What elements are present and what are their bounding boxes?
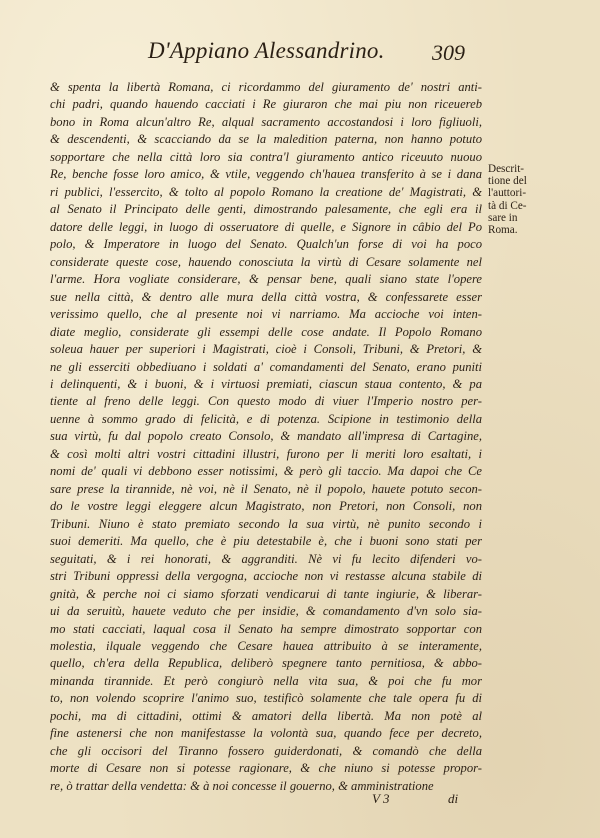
text-line: & spenta la libertà Romana, ci ricordammo del giuramento de' nostri anti- — [50, 80, 482, 94]
text-line: l'arme. Hora vogliate considerare, & pensar bene, quali siano state l'opere — [50, 272, 482, 287]
text-line: tiente al freno delle leggi. Con questo modo di viuer l'Imperio nostro per- — [50, 394, 482, 409]
text-line: mo stati cacciati, laqual cosa il Senato ha sempre dimostrato sopportar con — [50, 621, 482, 636]
text-line: re, ò trattar della vendetta: & à noi concesse il gouerno, & amministratione — [50, 778, 434, 793]
text-line: do le vostre leggi eleggere alcun Magistrato, non Pretori, non Consoli, non — [50, 499, 482, 514]
catchword: di — [448, 791, 459, 806]
text-line: considerate queste cose, hauendo conosciuta la virtù di Cesare solamente nel — [50, 254, 482, 269]
text-line: nomi de' quali vi debbono esser notissimi, & però gli taccio. Ma dapoi che Ce — [50, 464, 482, 479]
text-line: Re, benche fosse loro amico, & vtile, veggendo ch'hauea transferito à se i dana — [50, 167, 482, 182]
text-line: verissimo quello, che al presente noi vi narriamo. Ma accioche voi inten- — [50, 307, 482, 322]
text-line: soleua hauer per superiori i Magistrati, cioè i Consoli, Tribuni, & Pretori, & — [50, 342, 482, 357]
text-line: ri publici, l'essercito, & tolto al popolo Romano la creatione de' Magistrati, & — [50, 184, 482, 199]
text-line: pochi, ma di cittadini, ottimi & amatori della libertà. Ma non potè al — [50, 708, 482, 723]
text-line: uenne à sommo grado di felicità, e di potenza. Scipione in testimonio della — [50, 411, 482, 426]
margin-note-line: tione del — [488, 175, 527, 188]
text-line: ui da seruitù, hauete veduto che per insidie, & comandamento d'vn solo sia- — [50, 604, 482, 619]
text-line: Tribuni. Niuno è stato premiato secondo la sua virtù, nè punito secondo i — [50, 516, 482, 531]
text-line: seguitati, & i rei honorati, & aggranditi. Nè vi fu lecito difenderi vo- — [50, 551, 482, 566]
text-line: quello, ch'era della Republica, deliberò spegnere tanto pernitiosa, & abbo- — [50, 656, 482, 671]
text-line: minanda tirannide. Et però congiurò nella vita sua, & poi che fu mor — [50, 673, 482, 688]
margin-note-line: tà di Ce- — [488, 199, 527, 212]
margin-note-line: l'auttori- — [488, 187, 527, 200]
margin-note-line: Descrit- — [488, 163, 525, 175]
text-line: & così molti altri vostri cittadini illustri, furono per li meriti loro esaltati, i — [50, 446, 482, 461]
text-line: gnità, & perche noi ci siamo sforzati vendicarui di tante ingiurie, & liberar- — [50, 586, 482, 601]
text-line: i delinquenti, & i buoni, & i virtuosi premiati, ciascun staua contento, & pa — [50, 376, 482, 391]
text-line: chi padri, quando hauendo cacciati i Re giuraron che mai piu non riceuereb — [50, 97, 482, 112]
page-number: 309 — [432, 40, 465, 65]
text-line: sare prese la tirannide, nè voi, nè il Senato, nè il popolo, hauete potuto secon- — [50, 481, 482, 496]
text-line: polo, & Imperatore in luogo del Senato. Qualch'un forse di voi ha poco — [50, 237, 482, 252]
text-line: diate meglio, considerate gli essempi delle cose andate. Il Popolo Romano — [50, 324, 482, 339]
text-line: ne gli esserciti obbediuano i soldati a' comandamenti del Senato, erano puniti — [50, 359, 482, 374]
text-line: morte di Cesare non si potesse ragionare, & che niuno si potesse propor- — [50, 761, 482, 776]
running-title: D'Appiano Alessandrino. — [148, 38, 385, 63]
text-line: & descendenti, & scacciando da se la maledition paterna, non hanno potuto — [50, 132, 482, 147]
text-line: fine astenersi che non manifestasse la volontà sua, quando fece per decreto, — [50, 726, 482, 741]
text-line: stri Tribuni oppressi della vergogna, accioche non vi restasse alcuna stabile di — [50, 569, 482, 584]
text-line: sue nella città, & dentro alle mura della città vostra, & confessarete esser — [50, 289, 482, 304]
text-line: suoi demeriti. Ma quello, che è piu detestabile è, che i buoni sono stati per — [50, 534, 482, 549]
body-text — [50, 79, 482, 795]
margin-note-line: sare in — [488, 211, 518, 224]
text-line: bono in Roma alcun'altro Re, alqual sacramento accostandosi i loro figliuoli, — [50, 114, 482, 129]
text-line: al Senato il Principato delle genti, dimostrando palesamente, che egli era il — [50, 202, 482, 217]
text-line: sopportare che nella città loro sia contra'l giuramento antico riceuuto nuouo — [50, 149, 482, 164]
text-line: che gli occisori del Tiranno fossero guiderdonati, & comandò che della — [50, 743, 482, 758]
text-line: molestia, ilquale veggendo che Cesare hauea attribuito à se interamente, — [50, 639, 482, 653]
text-line: datore delle leggi, in luogo di osseruatore di quelle, e Signore in câbio del Po — [50, 219, 482, 234]
text-line: to, non volendo scoprire l'animo suo, testificò solamente che tale opera fu di — [50, 691, 482, 706]
marginal-note — [488, 163, 548, 236]
margin-note-line: Roma. — [488, 223, 518, 236]
text-line: sua virtù, fu dal popolo creato Consolo, & mandato all'impresa di Cartagine, — [50, 429, 482, 444]
signature-mark: V 3 — [372, 791, 390, 806]
